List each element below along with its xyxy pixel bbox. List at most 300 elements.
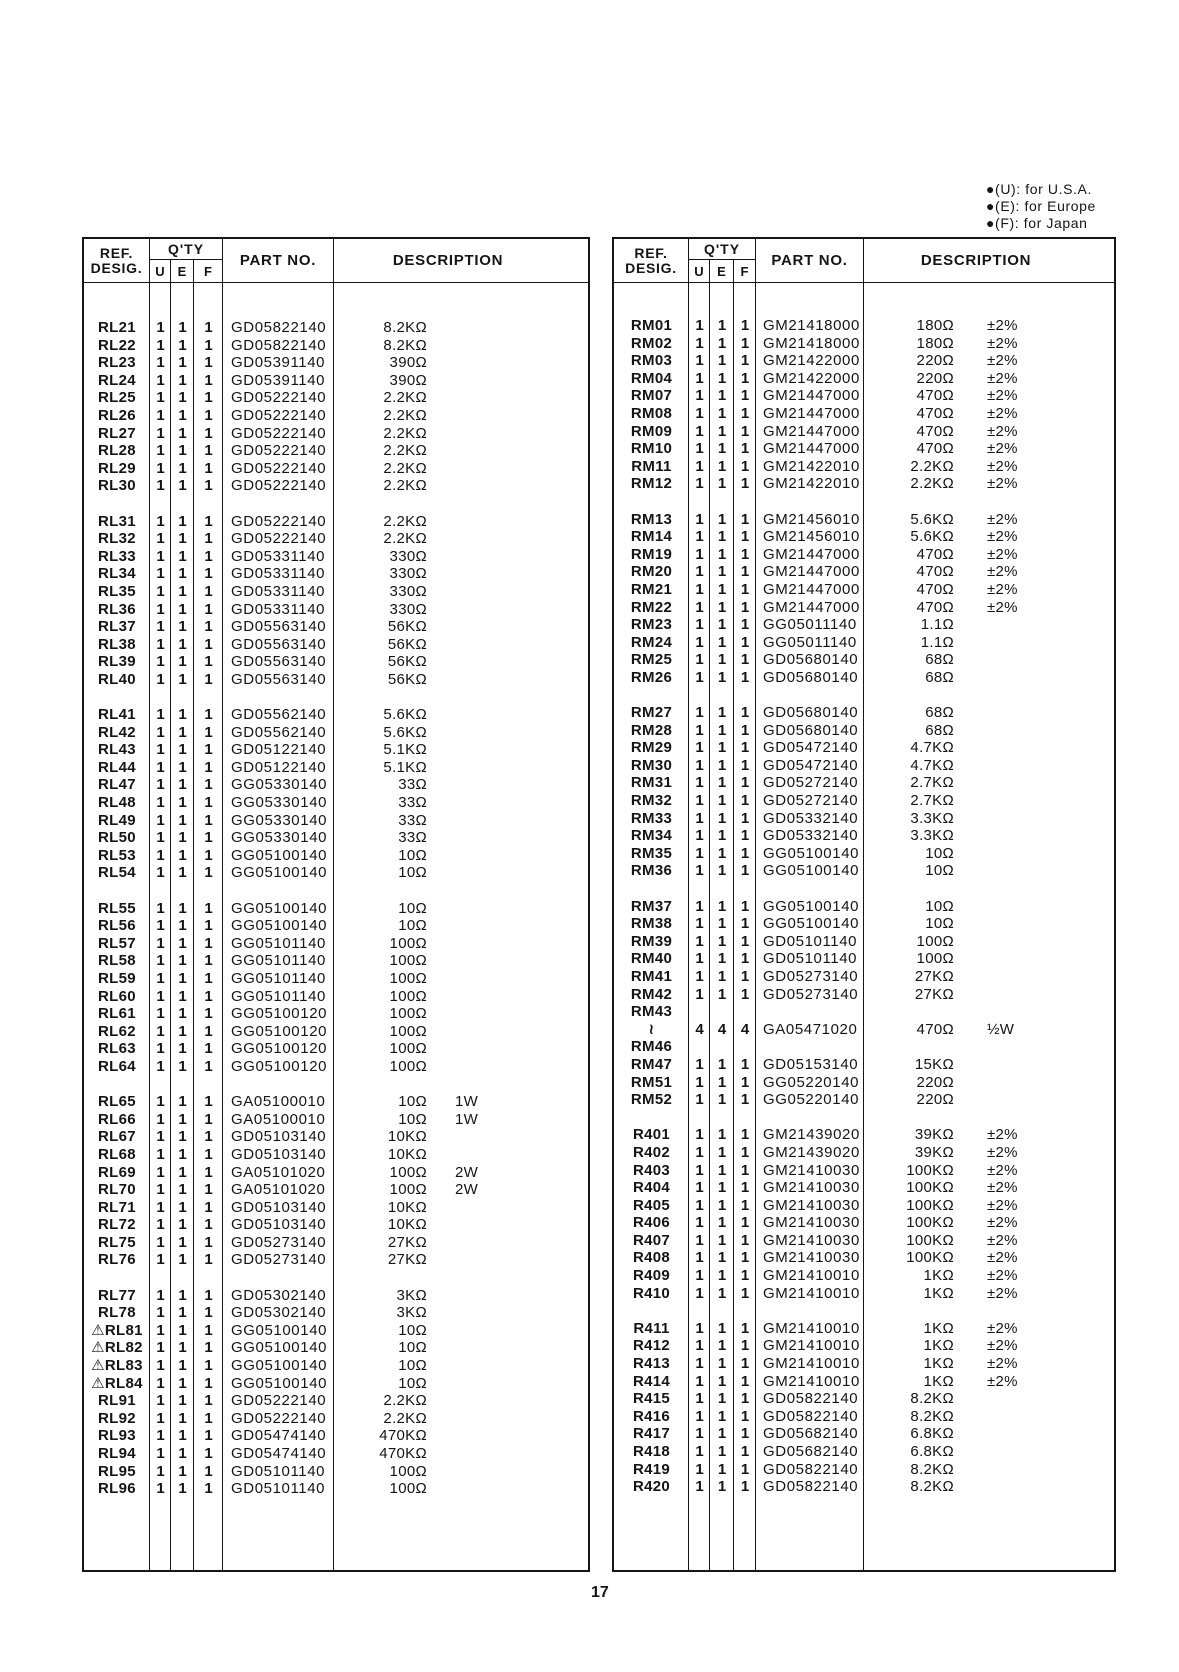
value-cell: 2.7KΩ bbox=[910, 774, 954, 792]
value-cell: 10Ω bbox=[925, 844, 954, 862]
value-cell: 56KΩ bbox=[387, 618, 427, 636]
description-cell bbox=[864, 1214, 1114, 1232]
qty-f-cell: 1 bbox=[740, 1091, 750, 1109]
qty-f-cell: 1 bbox=[204, 899, 213, 917]
group-spacer bbox=[614, 686, 1114, 704]
group-spacer bbox=[84, 495, 588, 513]
rating-cell: ±2% bbox=[987, 580, 1018, 598]
value-cell: 33Ω bbox=[398, 776, 427, 794]
qty-f-cell: 1 bbox=[204, 618, 213, 636]
parts-row bbox=[84, 988, 588, 1006]
table-body bbox=[84, 283, 588, 1570]
part-no-cell: GG05100140 bbox=[231, 899, 328, 917]
value-cell: 100Ω bbox=[389, 969, 427, 987]
part-no-cell: GM21410030 bbox=[763, 1231, 860, 1249]
qty-u-cell: 1 bbox=[695, 528, 704, 546]
value-cell: 100Ω bbox=[389, 1163, 427, 1181]
parts-list-right bbox=[612, 237, 1116, 1572]
qty-e-cell: 1 bbox=[178, 829, 187, 847]
value-cell: 220Ω bbox=[916, 352, 954, 370]
qty-f-cell: 1 bbox=[740, 668, 750, 686]
part-no-cell: GD05332140 bbox=[763, 827, 859, 845]
qty-e-cell: 1 bbox=[717, 598, 727, 616]
parts-row bbox=[614, 1091, 1114, 1109]
qty-u-cell: 1 bbox=[156, 1216, 165, 1234]
qty-u-cell: 1 bbox=[695, 510, 704, 528]
description-cell bbox=[864, 405, 1114, 423]
qty-e-cell: 1 bbox=[178, 459, 187, 477]
qty-f-cell: 1 bbox=[740, 475, 750, 493]
qty-e-cell: 1 bbox=[717, 1126, 727, 1144]
qty-u-cell: 1 bbox=[695, 1091, 704, 1109]
value-cell: 68Ω bbox=[925, 651, 954, 669]
value-cell: 2.2KΩ bbox=[383, 530, 427, 548]
description-cell bbox=[864, 370, 1114, 388]
qty-u-cell: 1 bbox=[695, 721, 704, 739]
qty-u-cell: 1 bbox=[695, 1214, 704, 1232]
qty-f-cell: 1 bbox=[204, 864, 213, 882]
qty-e-cell: 1 bbox=[717, 651, 727, 669]
qty-u-cell: 1 bbox=[156, 1462, 165, 1480]
qty-e-cell: 1 bbox=[178, 934, 187, 952]
qty-u-cell: 1 bbox=[695, 1267, 704, 1285]
qty-u-cell: 1 bbox=[156, 1251, 165, 1269]
parts-row bbox=[84, 1251, 588, 1269]
rating-cell: ±2% bbox=[987, 334, 1018, 352]
parts-row bbox=[84, 477, 588, 495]
parts-row bbox=[84, 407, 588, 425]
description-cell bbox=[864, 792, 1114, 810]
value-cell: 6.8KΩ bbox=[910, 1443, 954, 1460]
qty-u-cell: 1 bbox=[156, 1110, 165, 1128]
qty-u-cell: 1 bbox=[156, 600, 165, 618]
ref-desig-cell: R408 bbox=[632, 1249, 671, 1267]
description-cell bbox=[864, 387, 1114, 405]
parts-row bbox=[84, 1181, 588, 1199]
ref-desig-cell: RL39 bbox=[98, 653, 136, 671]
qty-f-header: F bbox=[204, 263, 212, 279]
qty-f-cell: 1 bbox=[204, 969, 213, 987]
part-no-cell: GM21456010 bbox=[763, 528, 860, 546]
ref-desig-cell: RL69 bbox=[98, 1163, 136, 1181]
value-cell: 10KΩ bbox=[387, 1198, 427, 1216]
part-no-cell: GM21410030 bbox=[763, 1196, 860, 1214]
qty-u-cell: 1 bbox=[695, 774, 704, 792]
value-cell: 100Ω bbox=[389, 934, 427, 952]
qty-f-cell: 1 bbox=[204, 706, 213, 724]
qty-e-cell: 1 bbox=[717, 862, 727, 880]
parts-row bbox=[84, 1005, 588, 1023]
qty-u-cell: 1 bbox=[695, 1231, 704, 1249]
parts-row bbox=[614, 1373, 1114, 1391]
parts-row bbox=[84, 583, 588, 601]
part-no-cell: GD05222140 bbox=[231, 424, 327, 442]
value-cell: 1.1Ω bbox=[920, 633, 954, 651]
ref-desig-cell: RL47 bbox=[98, 776, 136, 794]
ref-desig-cell: R403 bbox=[632, 1161, 671, 1179]
ref-desig-cell: RL55 bbox=[98, 899, 136, 917]
description-cell bbox=[864, 757, 1114, 775]
part-no-cell: GG05100140 bbox=[231, 864, 328, 882]
group-spacer bbox=[614, 1109, 1114, 1127]
qty-u-cell: 1 bbox=[156, 1480, 165, 1498]
part-no-cell: GD05680140 bbox=[763, 721, 859, 739]
qty-u-cell: 1 bbox=[156, 899, 165, 917]
qty-header bbox=[689, 239, 756, 282]
part-no-cell: GD05222140 bbox=[231, 512, 327, 530]
qty-f-cell: 1 bbox=[740, 1214, 750, 1232]
description-cell bbox=[334, 812, 588, 830]
part-no-cell: GA05471020 bbox=[763, 1020, 858, 1038]
parts-row bbox=[614, 405, 1114, 423]
parts-row bbox=[614, 317, 1114, 335]
qty-f-cell: 1 bbox=[204, 512, 213, 530]
part-no-cell: GG05100140 bbox=[231, 1339, 328, 1357]
description-cell bbox=[334, 1463, 588, 1481]
qty-e-cell: 1 bbox=[717, 668, 727, 686]
qty-u-cell: 1 bbox=[695, 651, 704, 669]
description-cell bbox=[334, 442, 588, 460]
ref-desig-cell: R418 bbox=[632, 1443, 671, 1460]
part-no-cell: GD05680140 bbox=[763, 651, 859, 669]
part-no-cell: GA05100010 bbox=[231, 1110, 326, 1128]
qty-e-cell: 1 bbox=[178, 1198, 187, 1216]
part-no-cell: GM21410030 bbox=[763, 1214, 860, 1232]
parts-row bbox=[84, 1146, 588, 1164]
qty-f-cell: 1 bbox=[204, 600, 213, 618]
description-cell bbox=[334, 1040, 588, 1058]
qty-u-cell: 1 bbox=[695, 1355, 704, 1373]
qty-u-cell: 1 bbox=[695, 457, 704, 475]
qty-f-cell: 1 bbox=[204, 1480, 213, 1498]
value-cell: 100Ω bbox=[916, 932, 954, 950]
parts-row bbox=[614, 739, 1114, 757]
ref-desig-cell: RL40 bbox=[98, 670, 136, 688]
parts-row bbox=[84, 724, 588, 742]
qty-f-cell: 1 bbox=[740, 1249, 750, 1267]
description-cell bbox=[864, 986, 1114, 1004]
ref-desig-cell: RM26 bbox=[630, 668, 673, 686]
qty-e-cell: 1 bbox=[178, 389, 187, 407]
ref-desig-cell: R414 bbox=[632, 1372, 671, 1390]
qty-u-cell: 1 bbox=[156, 442, 165, 460]
value-cell: 8.2KΩ bbox=[383, 336, 427, 354]
value-cell: 27KΩ bbox=[387, 1233, 427, 1251]
description-cell bbox=[334, 1357, 588, 1375]
parts-row bbox=[614, 1056, 1114, 1074]
qty-e-cell: 1 bbox=[717, 915, 727, 933]
qty-e-cell: 1 bbox=[717, 1231, 727, 1249]
qty-u-cell: 1 bbox=[695, 1443, 704, 1460]
part-no-cell: GD05562140 bbox=[231, 723, 327, 741]
description-cell bbox=[864, 862, 1114, 880]
value-cell: 390Ω bbox=[389, 354, 427, 372]
value-cell: 8.2KΩ bbox=[383, 319, 427, 336]
parts-row bbox=[84, 425, 588, 443]
table-body bbox=[614, 283, 1114, 1570]
description-cell bbox=[864, 1337, 1114, 1355]
description-cell bbox=[334, 548, 588, 566]
part-no-cell: GG05100140 bbox=[231, 1357, 328, 1375]
qty-e-cell: 1 bbox=[717, 932, 727, 950]
value-cell: 5.6KΩ bbox=[910, 510, 954, 528]
qty-u-cell: 1 bbox=[156, 917, 165, 935]
qty-u-cell: 1 bbox=[695, 668, 704, 686]
rating-cell: ±2% bbox=[987, 1214, 1018, 1232]
qty-u-cell: 1 bbox=[156, 1445, 165, 1462]
description-cell bbox=[334, 1058, 588, 1076]
ref-desig-cell: R407 bbox=[632, 1231, 671, 1249]
parts-row bbox=[614, 1425, 1114, 1443]
value-cell: 4.7KΩ bbox=[910, 739, 954, 757]
value-cell: 10KΩ bbox=[387, 1145, 427, 1163]
part-no-cell: GD05122140 bbox=[231, 741, 327, 759]
value-cell: 10Ω bbox=[925, 897, 954, 915]
qty-e-cell: 1 bbox=[717, 510, 727, 528]
part-no-cell: GG05100140 bbox=[231, 1374, 328, 1392]
part-no-cell: GD05331140 bbox=[231, 582, 326, 600]
value-cell: 1KΩ bbox=[923, 1319, 954, 1337]
description-cell bbox=[864, 634, 1114, 652]
ref-desig-cell: RM24 bbox=[630, 633, 673, 651]
value-cell: 470Ω bbox=[916, 440, 954, 458]
qty-e-cell: 1 bbox=[178, 706, 187, 724]
qty-f-cell: 1 bbox=[740, 387, 750, 405]
description-cell bbox=[864, 774, 1114, 792]
qty-u-cell: 1 bbox=[156, 969, 165, 987]
parts-row bbox=[614, 1285, 1114, 1303]
ref-desig-cell: RL62 bbox=[98, 1022, 136, 1040]
parts-row bbox=[84, 1392, 588, 1410]
rating-cell: ±2% bbox=[987, 1355, 1018, 1373]
qty-e-cell: 1 bbox=[178, 1040, 187, 1058]
ref-desig-cell: RL22 bbox=[98, 336, 136, 354]
value-cell: 68Ω bbox=[925, 704, 954, 722]
ref-desig-cell: R411 bbox=[633, 1319, 670, 1337]
qty-e-cell: 1 bbox=[178, 477, 187, 495]
qty-f-cell: 1 bbox=[204, 565, 213, 583]
rating-cell: ±2% bbox=[987, 369, 1018, 387]
qty-u-cell: 1 bbox=[695, 440, 704, 458]
description-cell bbox=[334, 425, 588, 443]
qty-e-cell: 1 bbox=[717, 756, 727, 774]
qty-e-cell: 1 bbox=[717, 1143, 727, 1161]
parts-row bbox=[84, 636, 588, 654]
ref-desig-cell: RL44 bbox=[98, 758, 136, 776]
part-no-cell: GM21422010 bbox=[763, 457, 860, 475]
part-no-cell: GD05222140 bbox=[231, 389, 327, 407]
rating-cell: ±2% bbox=[987, 545, 1018, 563]
description-cell bbox=[334, 1322, 588, 1340]
qty-f-cell: 1 bbox=[204, 1163, 213, 1181]
qty-e-cell: 1 bbox=[178, 758, 187, 776]
ref-desig-cell: RL94 bbox=[98, 1445, 136, 1462]
ref-desig-cell: RM09 bbox=[630, 422, 673, 440]
description-cell bbox=[334, 988, 588, 1006]
value-cell: 100Ω bbox=[389, 1022, 427, 1040]
parts-row bbox=[84, 952, 588, 970]
qty-u-cell: 1 bbox=[695, 967, 704, 985]
qty-e-cell: 1 bbox=[717, 334, 727, 352]
qty-e-header: E bbox=[171, 260, 194, 282]
qty-e-cell: 1 bbox=[717, 563, 727, 581]
rating-cell: ±2% bbox=[987, 1372, 1018, 1390]
ref-desig-cell: ≀ bbox=[648, 1020, 655, 1038]
parts-row bbox=[614, 387, 1114, 405]
qty-f-header: F bbox=[740, 263, 749, 279]
part-no-cell: GD05331140 bbox=[231, 600, 326, 618]
value-cell: 3.3KΩ bbox=[910, 827, 954, 845]
qty-u-cell: 1 bbox=[156, 776, 165, 794]
part-no-cell: GD05222140 bbox=[231, 530, 327, 548]
parts-row bbox=[614, 528, 1114, 546]
qty-f-cell: 1 bbox=[204, 1445, 213, 1462]
qty-f-cell: 1 bbox=[204, 442, 213, 460]
parts-row bbox=[84, 1463, 588, 1481]
qty-header-label: Q'TY bbox=[689, 239, 755, 260]
qty-u-cell: 1 bbox=[695, 1126, 704, 1144]
parts-row bbox=[84, 1111, 588, 1129]
parts-rows bbox=[614, 317, 1114, 1496]
ref-desig-cell: RM42 bbox=[630, 985, 673, 1003]
parts-row bbox=[614, 634, 1114, 652]
part-no-cell: GD05563140 bbox=[231, 653, 327, 671]
value-cell: 390Ω bbox=[389, 371, 427, 389]
ref-desig-cell: RL75 bbox=[98, 1233, 136, 1251]
qty-e-cell: 1 bbox=[717, 1478, 727, 1496]
ref-desig-cell: RL64 bbox=[98, 1057, 136, 1075]
parts-row bbox=[84, 601, 588, 619]
part-no-cell: GG05330140 bbox=[231, 811, 328, 829]
part-no-cell bbox=[756, 1038, 864, 1056]
qty-f-cell: 1 bbox=[740, 369, 750, 387]
description-cell bbox=[864, 1056, 1114, 1074]
value-cell: 33Ω bbox=[398, 829, 427, 847]
qty-e-cell: 1 bbox=[717, 1179, 727, 1197]
qty-u-cell: 1 bbox=[156, 934, 165, 952]
value-cell: 2.2KΩ bbox=[910, 475, 954, 493]
description-cell bbox=[334, 389, 588, 407]
part-no-cell: GD05273140 bbox=[763, 985, 859, 1003]
part-no-cell: GG05100140 bbox=[763, 897, 860, 915]
parts-row bbox=[614, 1249, 1114, 1267]
description-cell bbox=[334, 671, 588, 689]
value-cell: 100Ω bbox=[916, 950, 954, 968]
qty-e-cell: 1 bbox=[178, 1357, 187, 1375]
qty-f-cell: 1 bbox=[740, 563, 750, 581]
rating-cell: ±2% bbox=[987, 1126, 1018, 1144]
qty-u-cell: 1 bbox=[695, 1337, 704, 1355]
parts-row bbox=[614, 898, 1114, 916]
part-no-cell: GM21447000 bbox=[763, 545, 860, 563]
part-no-cell: GA05101020 bbox=[231, 1181, 326, 1199]
value-cell: 180Ω bbox=[916, 317, 954, 334]
qty-e-cell: 1 bbox=[717, 475, 727, 493]
qty-e-cell: 1 bbox=[178, 512, 187, 530]
qty-e-cell: 1 bbox=[717, 528, 727, 546]
ref-desig-cell: RL23 bbox=[98, 354, 136, 372]
qty-e-cell: 1 bbox=[178, 1110, 187, 1128]
qty-u-cell: 1 bbox=[156, 1374, 165, 1392]
value-cell: 8.2KΩ bbox=[910, 1478, 954, 1496]
part-no-cell: GG05220140 bbox=[763, 1073, 860, 1091]
parts-row bbox=[614, 1408, 1114, 1426]
qty-f-cell: 1 bbox=[204, 653, 213, 671]
qty-e-cell: 1 bbox=[178, 406, 187, 424]
qty-e-cell: 1 bbox=[717, 1073, 727, 1091]
table-header bbox=[84, 239, 588, 283]
description-cell bbox=[864, 845, 1114, 863]
qty-u-cell bbox=[689, 1038, 710, 1056]
part-no-cell: GD05474140 bbox=[231, 1445, 327, 1462]
qty-f-cell: 1 bbox=[740, 651, 750, 669]
qty-u-cell: 1 bbox=[695, 317, 704, 334]
qty-u-cell: 1 bbox=[695, 369, 704, 387]
description-cell bbox=[864, 1091, 1114, 1109]
qty-u-cell: 1 bbox=[695, 739, 704, 757]
ref-desig-cell: RL91 bbox=[98, 1392, 136, 1410]
qty-u-cell: 1 bbox=[156, 406, 165, 424]
qty-e-cell: 1 bbox=[178, 811, 187, 829]
qty-e-cell: 1 bbox=[178, 1251, 187, 1269]
qty-e-cell: 1 bbox=[717, 774, 727, 792]
parts-row bbox=[614, 1162, 1114, 1180]
description-cell bbox=[334, 636, 588, 654]
parts-row bbox=[84, 706, 588, 724]
value-cell: 220Ω bbox=[916, 1091, 954, 1109]
description-cell bbox=[864, 1478, 1114, 1496]
parts-row bbox=[84, 530, 588, 548]
qty-u-cell: 1 bbox=[156, 1357, 165, 1375]
value-cell: 10Ω bbox=[398, 1374, 427, 1392]
qty-e-cell: 1 bbox=[178, 653, 187, 671]
legend-item-europe: ●(E): for Europe bbox=[986, 198, 1096, 214]
description-cell bbox=[864, 1355, 1114, 1373]
qty-e-cell: 1 bbox=[178, 1181, 187, 1199]
description-cell bbox=[334, 1445, 588, 1463]
value-cell: 5.1KΩ bbox=[383, 741, 427, 759]
ref-desig-cell: RM46 bbox=[630, 1038, 673, 1056]
ref-desig-header bbox=[84, 239, 150, 282]
rating-cell: ±2% bbox=[987, 1267, 1018, 1285]
rating-cell: ±2% bbox=[987, 598, 1018, 616]
ref-desig-cell: RL95 bbox=[98, 1462, 136, 1480]
qty-f-cell: 1 bbox=[740, 404, 750, 422]
part-no-cell: GD05272140 bbox=[763, 792, 859, 810]
qty-u-cell: 1 bbox=[695, 387, 704, 405]
part-no-cell: GG05100140 bbox=[231, 917, 328, 935]
description-cell bbox=[334, 1287, 588, 1305]
parts-row bbox=[84, 864, 588, 882]
description-cell bbox=[334, 1339, 588, 1357]
ref-desig-cell: RM41 bbox=[630, 967, 673, 985]
qty-e-cell: 1 bbox=[717, 1443, 727, 1460]
value-cell: 330Ω bbox=[389, 582, 427, 600]
part-no-cell: GM21447000 bbox=[763, 598, 860, 616]
ref-desig-cell: R412 bbox=[632, 1337, 671, 1355]
value-cell: 100KΩ bbox=[906, 1214, 954, 1232]
ref-desig-cell: RL30 bbox=[98, 477, 136, 495]
ref-desig-cell: RL63 bbox=[98, 1040, 136, 1058]
description-cell bbox=[334, 794, 588, 812]
description-cell bbox=[334, 1111, 588, 1129]
ref-header-line1: REF. bbox=[634, 244, 668, 261]
qty-f-cell: 1 bbox=[740, 1425, 750, 1443]
parts-row bbox=[84, 1040, 588, 1058]
qty-f-cell: 1 bbox=[740, 510, 750, 528]
description-header bbox=[334, 239, 588, 282]
part-no-cell: GD05103140 bbox=[231, 1216, 327, 1234]
